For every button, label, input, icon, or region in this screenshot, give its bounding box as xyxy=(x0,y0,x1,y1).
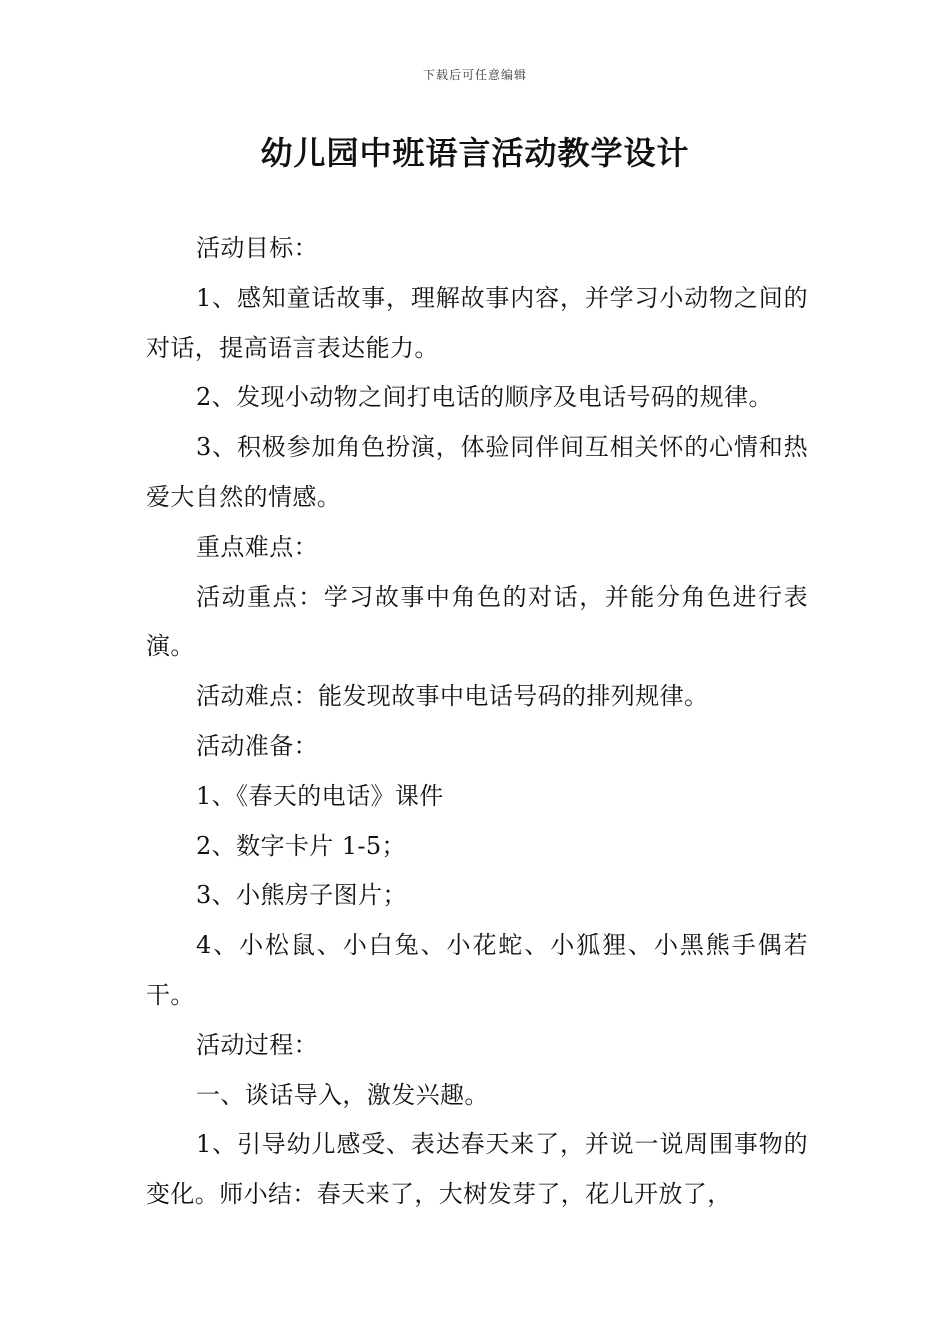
paragraph-goal-3: 3、积极参加角色扮演，体验同伴间互相关怀的心情和热爱大自然的情感。 xyxy=(146,433,808,511)
paragraph-preparation-1: 1、《春天的电话》课件 xyxy=(196,781,444,810)
document-body xyxy=(146,224,808,1220)
paragraph-preparation-heading: 活动准备： xyxy=(196,731,318,760)
header-note: 下载后可任意编辑 xyxy=(422,68,527,82)
paragraph-difficult-point: 活动难点：能发现故事中电话号码的排列规律。 xyxy=(196,682,709,711)
paragraph-key-point: 活动重点：学习故事中角色的对话，并能分角色进行表演。 xyxy=(146,582,808,661)
paragraph-goals-heading: 活动目标： xyxy=(196,234,318,262)
paragraph-preparation-4: 4、小松鼠、小白兔、小花蛇、小狐狸、小黑熊手偶若干。 xyxy=(146,931,808,1009)
paragraph-goal-1: 1、感知童话故事，理解故事内容，并学习小动物之间的对话，提高语言表达能力。 xyxy=(146,283,808,362)
paragraph-preparation-3: 3、小熊房子图片； xyxy=(196,881,407,910)
paragraph-preparation-2: 2、数字卡片 1-5； xyxy=(196,831,406,860)
paragraph-process-step-1-1: 1、引导幼儿感受、表达春天来了，并说一说周围事物的变化。师小结：春天来了，大树发芽了，花儿开放了， xyxy=(146,1130,808,1209)
paragraph-goal-2: 2、发现小动物之间打电话的顺序及电话号码的规律。 xyxy=(196,383,773,412)
document-title: 幼儿园中班语言活动教学设计 xyxy=(260,134,690,172)
paragraph-process-heading: 活动过程： xyxy=(196,1030,318,1059)
paragraph-key-points-heading: 重点难点： xyxy=(196,532,318,561)
paragraph-process-step-1: 一、谈话导入，激发兴趣。 xyxy=(196,1080,489,1109)
